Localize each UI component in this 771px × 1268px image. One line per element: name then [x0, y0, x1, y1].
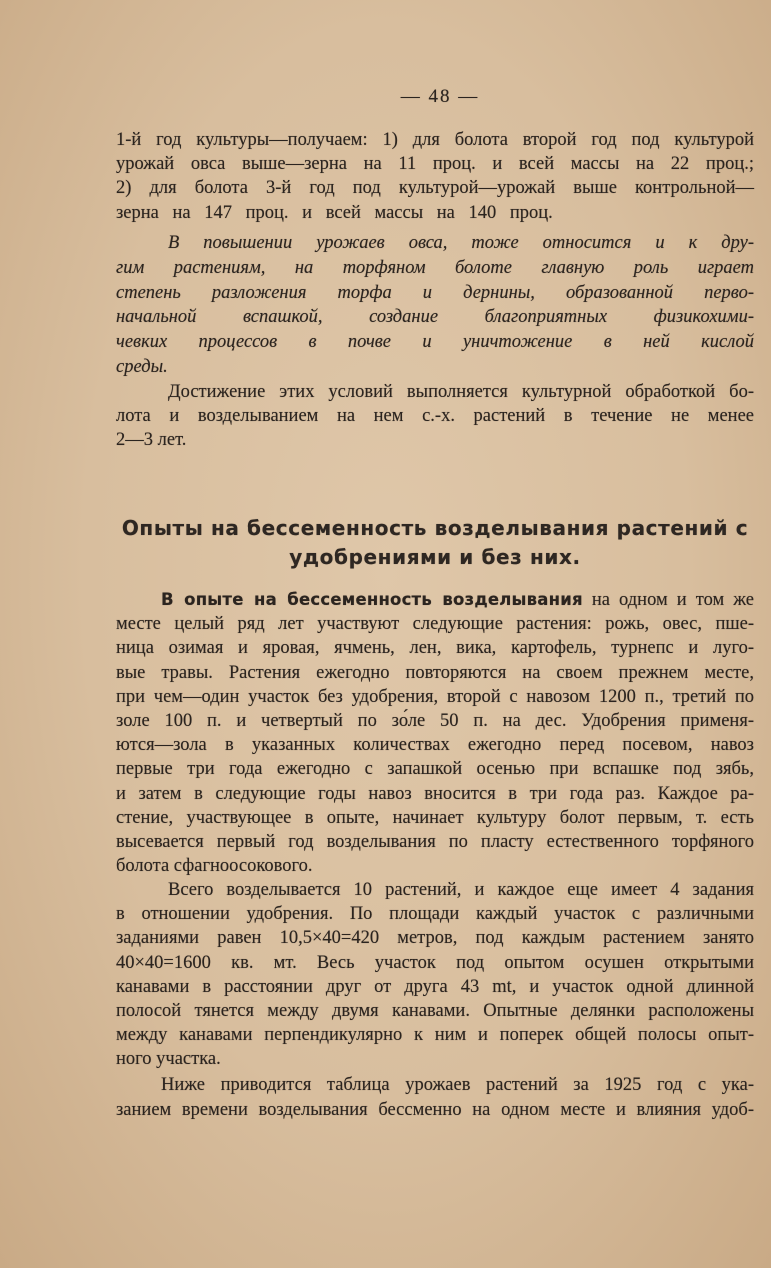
text-line: [116, 588, 754, 612]
text-line: 40×40=1600 кв. мт. Весь участок под опытом осушен открытыми: [116, 952, 754, 973]
page-number: — 48 —: [400, 86, 480, 107]
text-line: золе 100 п. и четвертый по зо́ле 50 п. на дес. Удобрения применя-: [116, 711, 754, 732]
paragraph-4: [116, 588, 754, 878]
text-line-rest: на одном и том же: [591, 590, 754, 610]
text-line: гим растениям, на торфяном болоте главную роль играет: [116, 257, 754, 278]
paragraph-6: [116, 1073, 754, 1123]
text-line: между канавами перпендикулярно к ним и поперек общей полосы опыт-: [116, 1025, 754, 1046]
text-line: заданиями равен 10,5×40=420 метров, под каждым растением занято: [116, 928, 754, 949]
text-line: чевких процессов в почве и уничтожение в ней кислой: [116, 332, 754, 353]
text-line: зерна на 147 проц. и всей массы на 140 проц.: [116, 202, 553, 223]
section-heading: [116, 514, 754, 572]
bold-lead: В опыте на бессеменность возделывания: [161, 590, 583, 609]
paragraph-2-italic: [116, 231, 754, 380]
text-line: Всего возделывается 10 растений, и каждое еще имеет 4 задания: [168, 880, 754, 900]
text-line: болота сфагноосокового.: [116, 856, 313, 877]
text-line: ного участка.: [116, 1049, 221, 1070]
heading-line: Опыты на бессеменность возделывания растений с: [121, 516, 749, 540]
paragraph-5: [116, 878, 754, 1072]
heading-line: удобрениями и без них.: [289, 545, 581, 569]
paragraph-1: [116, 128, 754, 225]
text-line: канавами в расстоянии друг от друга 43 mt, и участок одной длинной: [116, 976, 754, 997]
text-line: степень разложения торфа и дернины, образованной перво-: [116, 282, 754, 303]
text-line: первые три года ежегодно с запашкой осенью при вспашке под зябь,: [116, 759, 754, 780]
text-line: полосой тянется между двумя канавами. Опытные делянки расположены: [116, 1001, 754, 1022]
paragraph-3: [116, 380, 754, 453]
text-line: 2—3 лет.: [116, 430, 187, 451]
text-line: в отношении удобрения. По площади каждый участок с различными: [116, 904, 754, 925]
text-line: стение, участвующее в опыте, начинает культуру болот первым, т. есть: [116, 807, 754, 828]
text-line: урожай овса выше—зерна на 11 проц. и всей массы на 22 проц.;: [116, 154, 754, 175]
text-line: лота и возделыванием на нем с.-х. растений в течение не менее: [116, 406, 754, 427]
text-line: высевается первый год возделывания по пласту естественного торфяного: [116, 832, 754, 853]
text-line: при чем—один участок без удобрения, второй с навозом 1200 п., третий по: [116, 686, 754, 707]
text-line: 1-й год культуры—получаем: 1) для болота второй год под культурой: [116, 130, 754, 150]
text-line: В повышении урожаев овса, тоже относится и к дру-: [168, 233, 754, 253]
text-line: и затем в следующие годы навоз вносится в три года раз. Каждое ра-: [116, 783, 754, 804]
text-line: Достижение этих условий выполняется культурной обработкой бо-: [168, 382, 754, 402]
text-line: вые травы. Растения ежегодно повторяются на своем прежнем месте,: [116, 662, 754, 683]
text-line: ются—зола в указанных количествах ежегодно перед посевом, навоз: [116, 735, 754, 756]
text-line: 2) для болота 3-й год под культурой—урожай выше контрольной—: [116, 178, 754, 199]
text-line: ница озимая и яровая, ячмень, лен, вика, картофель, турнепс и луго-: [116, 638, 754, 659]
text-line: среды.: [116, 356, 168, 377]
text-line: начальной вспашкой, создание благоприятных физикохими-: [116, 307, 754, 328]
text-line: месте целый ряд лет участвуют следующие растения: рожь, овес, пше-: [116, 614, 754, 635]
text-line: занием времени возделывания бессменно на одном месте и влияния удоб-: [116, 1100, 754, 1120]
text-line: Ниже приводится таблица урожаев растений за 1925 год с ука-: [161, 1075, 754, 1095]
